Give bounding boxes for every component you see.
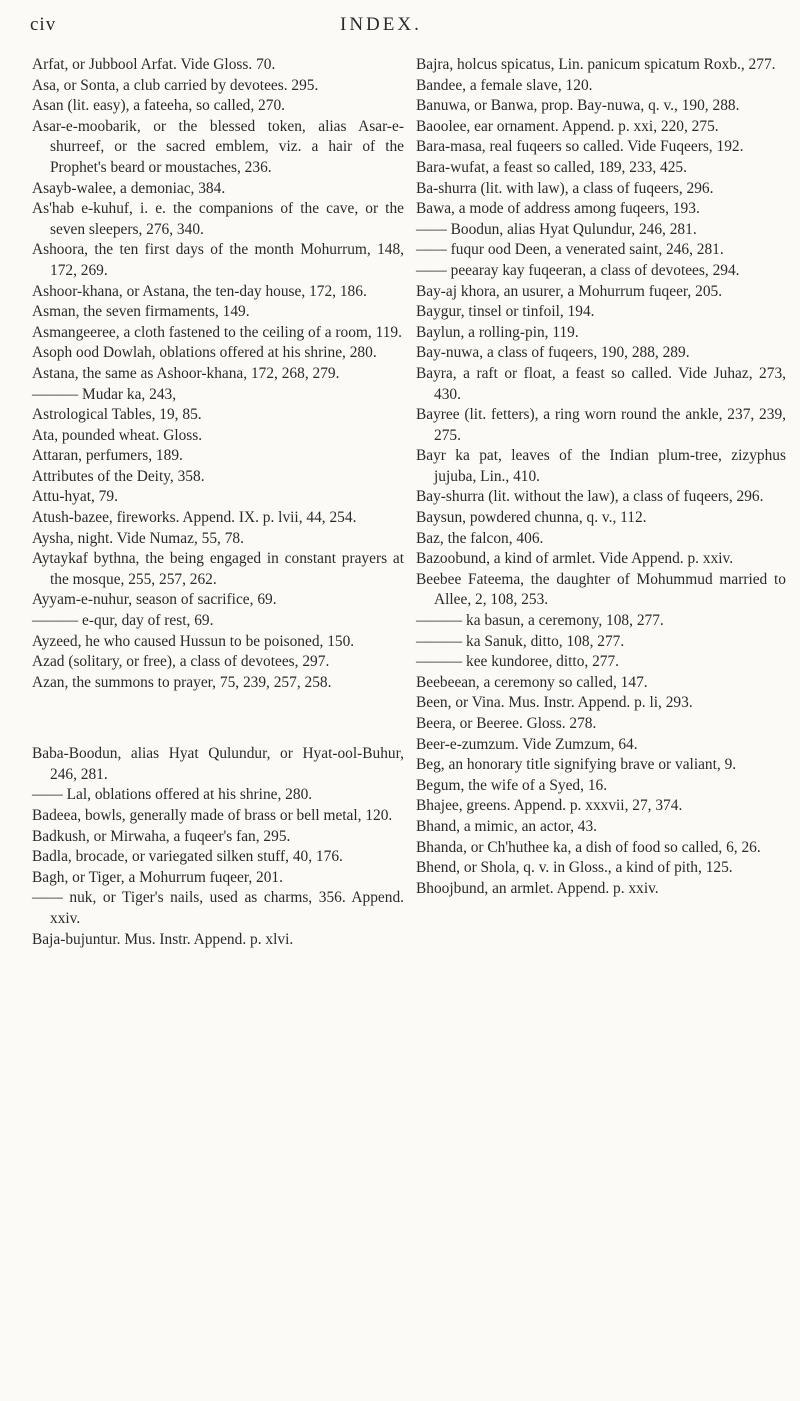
index-entry: Ashoora, the ten first days of the month Mohurrum, 148, 172, 269. xyxy=(32,241,404,279)
index-entry: ——— ka Sanuk, ditto, 108, 277. xyxy=(416,632,625,650)
index-entry: Azan, the summons to prayer, 75, 239, 257, 258. xyxy=(32,673,332,691)
index-entry: Bhand, a mimic, an actor, 43. xyxy=(416,817,598,835)
index-entry: Atush-bazee, fireworks. Append. IX. p. lvii, 44, 254. xyxy=(32,509,357,527)
index-entry: Bandee, a female slave, 120. xyxy=(416,76,593,94)
index-entry: Bayree (lit. fetters), a ring worn round the ankle, 237, 239, 275. xyxy=(416,406,786,444)
index-entry: Asa, or Sonta, a club carried by devotees. 295. xyxy=(32,76,319,94)
index-entry: Beera, or Beeree. Gloss. 278. xyxy=(416,715,597,732)
index-entry: Attributes of the Deity, 358. xyxy=(32,467,205,485)
index-entry: Azad (solitary, or free), a class of devotees, 297. xyxy=(32,653,330,671)
index-entry: Baysun, powdered chunna, q. v., 112. xyxy=(416,509,647,527)
index-entry: Aytaykaf bythna, the being engaged in constant prayers at the mosque, 255, 257, 262. xyxy=(32,550,404,588)
index-entry: ——— Mudar ka, 243, xyxy=(32,385,177,403)
index-entry: Badkush, or Mirwaha, a fuqeer's fan, 295. xyxy=(32,827,291,845)
index-entry: Ashoor-khana, or Astana, the ten-day house, 172, 186. xyxy=(32,282,367,300)
index-entry: Astana, the same as Ashoor-khana, 172, 268, 279. xyxy=(32,364,340,382)
index-entry: Bhajee, greens. Append. p. xxxvii, 27, 374. xyxy=(416,797,683,815)
index-entry: Baoolee, ear ornament. Append. p. xxi, 220, 275. xyxy=(416,117,719,135)
index-entry: As'hab e-kuhuf, i. e. the companions of the cave, or the seven sleepers, 276, 340. xyxy=(32,200,404,238)
index-entry: Arfat, or Jubbool Arfat. Vide Gloss. 70. xyxy=(32,56,276,73)
index-entry: Attaran, perfumers, 189. xyxy=(32,447,183,465)
index-entry: Asayb-walee, a demoniac, 384. xyxy=(32,179,226,197)
index-entry: Bawa, a mode of address among fuqeers, 193. xyxy=(416,200,700,218)
index-entry: Bayra, a raft or float, a feast so called. Vide Juhaz, 273, 430. xyxy=(416,364,786,403)
index-entry: Bhanda, or Ch'huthee ka, a dish of food so called, 6, 26. xyxy=(416,838,761,856)
index-entry: Asoph ood Dowlah, oblations offered at his shrine, 280. xyxy=(32,344,377,362)
index-entry: Beebee Fateema, the daughter of Mohummud married to Allee, 2, 108, 253. xyxy=(416,570,786,609)
index-entry: Aysha, night. Vide Numaz, 55, 78. xyxy=(32,529,244,547)
index-entry: Asman, the seven firmaments, 149. xyxy=(32,303,250,321)
index-entry: Baylun, a rolling-pin, 119. xyxy=(416,323,579,341)
index-entry: Bara-wufat, a feast so called, 189, 233, 425. xyxy=(416,158,687,176)
index-entry: Bajra, holcus spicatus, Lin. panicum spicatum Roxb., 277. xyxy=(416,56,776,73)
index-entry: ——— ka basun, a ceremony, 108, 277. xyxy=(416,612,664,630)
index-entry: —— Lal, oblations offered at his shrine, 280. xyxy=(32,786,313,804)
page-header xyxy=(0,14,800,40)
index-entry: Been, or Vina. Mus. Instr. Append. p. li, 293. xyxy=(416,694,693,712)
index-entry: ——— kee kundoree, ditto, 277. xyxy=(416,653,620,671)
index-entry: Astrological Tables, 19, 85. xyxy=(32,406,202,424)
index-entry: Ayyam-e-nuhur, season of sacrifice, 69. xyxy=(32,591,277,609)
page-number: civ xyxy=(30,14,57,35)
index-entry: Beer-e-zumzum. Vide Zumzum, 64. xyxy=(416,735,638,753)
index-entry: Bhend, or Shola, q. v. in Gloss., a kind of pith, 125. xyxy=(416,859,733,877)
index-entry: Begum, the wife of a Syed, 16. xyxy=(416,776,608,794)
index-entry: Bagh, or Tiger, a Mohurrum fuqeer, 201. xyxy=(32,868,283,886)
index-entry: Bara-masa, real fuqeers so called. Vide Fuqeers, 192. xyxy=(416,138,744,156)
index-entry: Ata, pounded wheat. Gloss. xyxy=(32,426,203,444)
index-entry: Badeea, bowls, generally made of brass or bell metal, 120. xyxy=(32,806,393,824)
index-entry: —— fuqur ood Deen, a venerated saint, 246, 281. xyxy=(416,241,724,259)
index-entry: —— peearay kay fuqeeran, a class of devotees, 294. xyxy=(416,261,740,279)
index-entry: Bay-aj khora, an usurer, a Mohurrum fuqeer, 205. xyxy=(416,282,723,300)
index-entry: Bayr ka pat, leaves of the Indian plum-tree, zizyphus jujuba, Lin., 410. xyxy=(416,447,786,485)
index-entry: Banuwa, or Banwa, prop. Bay-nuwa, q. v., 190, 288. xyxy=(416,97,740,115)
index-entry: Ayzeed, he who caused Hussun to be poisoned, 150. xyxy=(32,632,355,650)
index-column-left xyxy=(32,55,404,950)
index-entry: Baygur, tinsel or tinfoil, 194. xyxy=(416,303,595,321)
index-entry: Attu-hyat, 79. xyxy=(32,488,118,506)
index-entry: Baja-bujuntur. Mus. Instr. Append. p. xlvi. xyxy=(32,930,294,948)
index-column-right xyxy=(416,55,786,899)
index-entry: Ba-shurra (lit. with law), a class of fuqeers, 296. xyxy=(416,179,714,197)
index-entry: Bay-nuwa, a class of fuqeers, 190, 288, 289. xyxy=(416,344,690,362)
index-entry: Beg, an honorary title signifying brave or valiant, 9. xyxy=(416,756,737,774)
index-entry: Asmangeeree, a cloth fastened to the ceiling of a room, 119. xyxy=(32,323,402,341)
index-entry: —— Boodun, alias Hyat Qulundur, 246, 281. xyxy=(416,220,697,238)
index-entry: Bhoojbund, an armlet. Append. p. xxiv. xyxy=(416,879,659,897)
index-entry: Badla, brocade, or variegated silken stuff, 40, 176. xyxy=(32,848,343,866)
index-entry: Asan (lit. easy), a fateeha, so called, 270. xyxy=(32,97,285,115)
index-entry: Bazoobund, a kind of armlet. Vide Append. p. xxiv. xyxy=(416,550,734,568)
index-entry: Baz, the falcon, 406. xyxy=(416,529,544,547)
index-entry: Bay-shurra (lit. without the law), a class of fuqeers, 296. xyxy=(416,488,764,506)
index-entry: ——— e-qur, day of rest, 69. xyxy=(32,612,214,630)
index-entry: Asar-e-moobarik, or the blessed token, alias Asar-e-shurreef, or the sacred emblem, viz. a hair of the Prophet's beard or moustaches, 236. xyxy=(32,117,404,176)
section-gap xyxy=(32,709,404,729)
index-entry: Baba-Boodun, alias Hyat Qulundur, or Hyat-ool-Buhur, 246, 281. xyxy=(32,745,404,783)
index-entry: —— nuk, or Tiger's nails, used as charms, 356. Append. xxiv. xyxy=(32,889,404,927)
running-head: INDEX. xyxy=(340,14,422,35)
index-entry: Beebeean, a ceremony so called, 147. xyxy=(416,673,648,691)
